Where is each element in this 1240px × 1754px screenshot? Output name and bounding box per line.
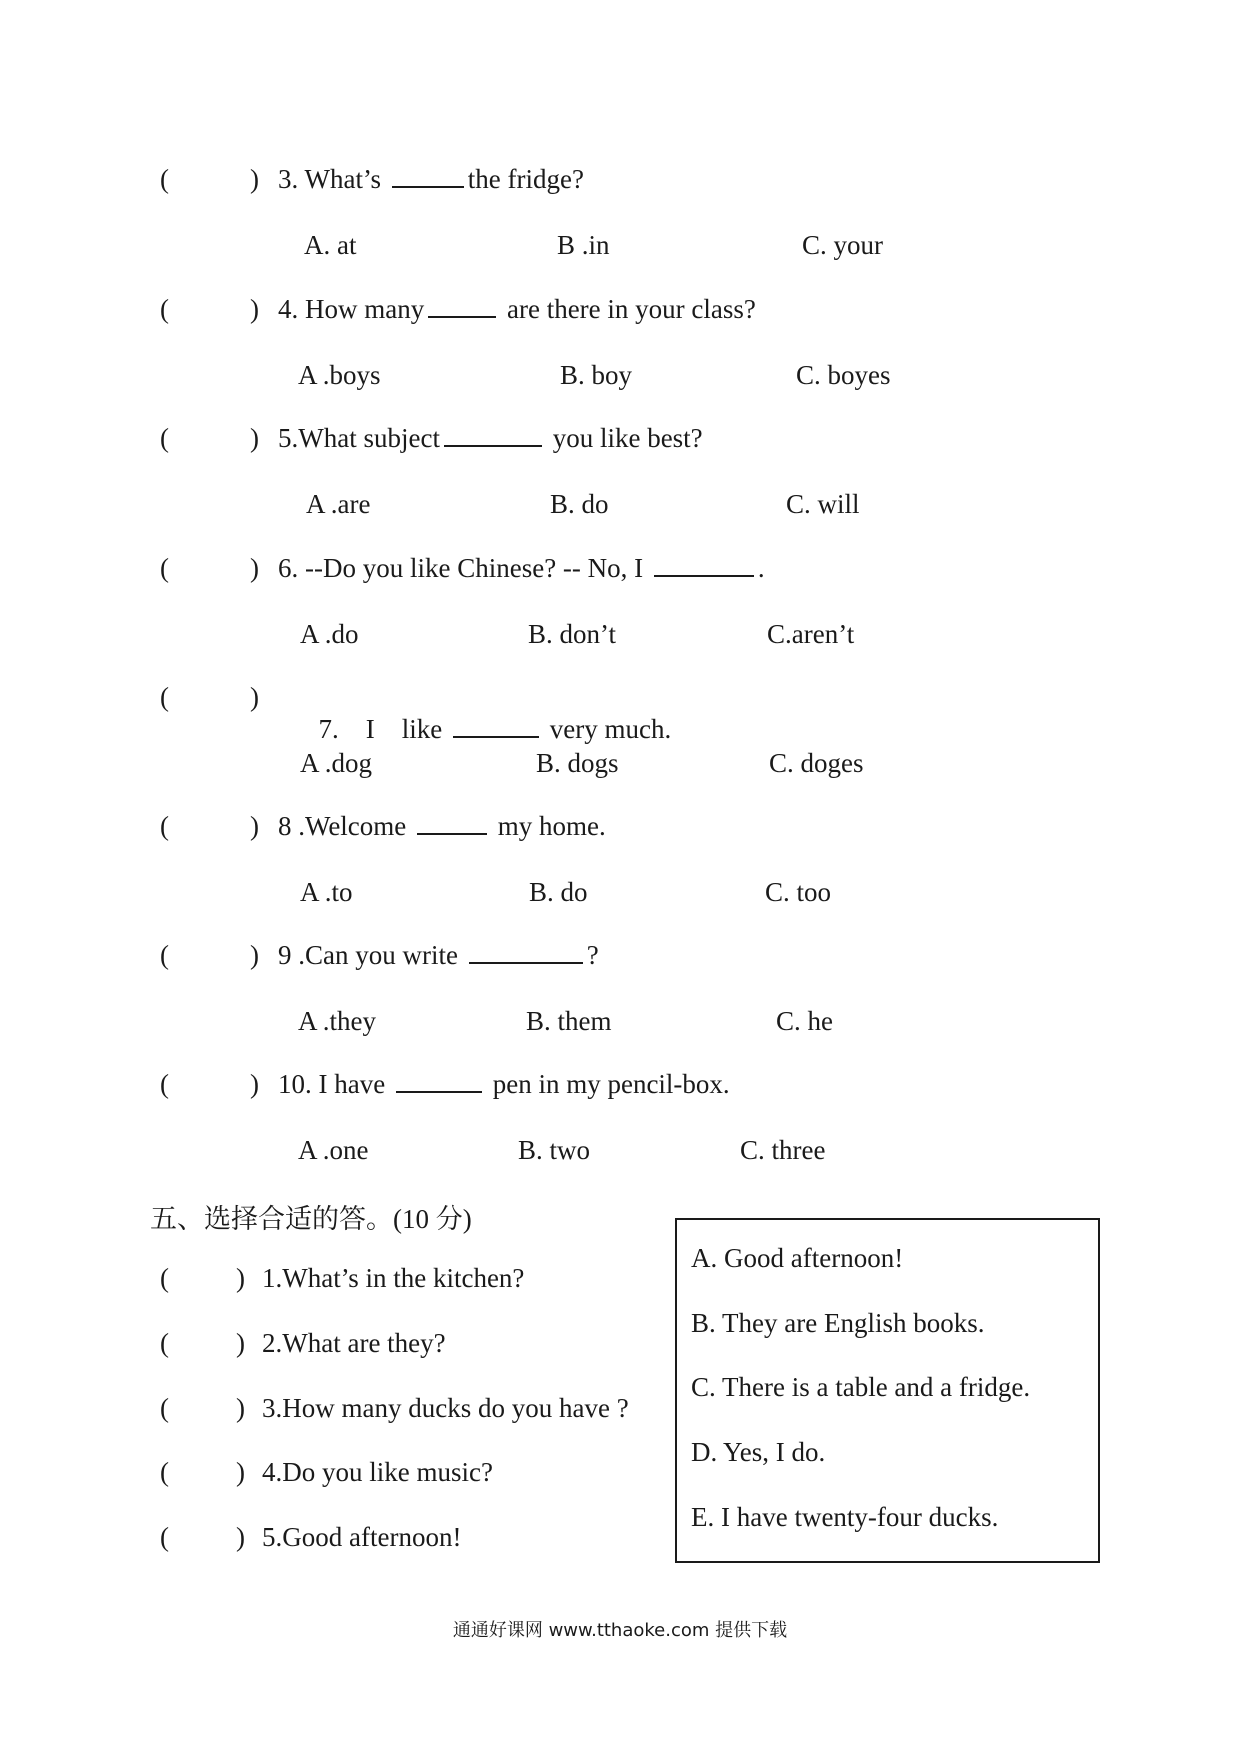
option-b: B. don’t (528, 619, 617, 649)
paren-close: ) (236, 1328, 245, 1358)
paren-open: ( (160, 553, 169, 583)
paren-close: ) (250, 811, 259, 841)
answer-options-box (675, 1218, 1100, 1563)
option-b: B .in (557, 230, 610, 260)
question-text: 3. What’s the fridge? (278, 164, 584, 194)
option-b: B. them (526, 1006, 612, 1036)
paren-close: ) (236, 1522, 245, 1552)
question-text: 4. How many are there in your class? (278, 294, 756, 324)
option-c: C. doges (769, 748, 864, 778)
option-a: A .to (300, 877, 353, 907)
answer-blank[interactable] (453, 714, 539, 738)
paren-close: ) (250, 423, 259, 453)
matching-question-text: 1.What’s in the kitchen? (262, 1263, 525, 1293)
option-b: B. do (529, 877, 588, 907)
matching-question-text: 5.Good afternoon! (262, 1522, 462, 1552)
answer-blank[interactable] (417, 811, 487, 835)
question-text: 10. I have pen in my pencil-box. (278, 1069, 730, 1099)
option-a: A .boys (298, 360, 381, 390)
paren-close: ) (250, 940, 259, 970)
paren-open: ( (160, 1069, 169, 1099)
option-a: A .they (298, 1006, 376, 1036)
question-text: 8 .Welcome my home. (278, 811, 606, 841)
paren-open: ( (160, 940, 169, 970)
paren-close: ) (250, 294, 259, 324)
answer-option-c: C. There is a table and a fridge. (691, 1372, 1031, 1402)
option-a: A .do (300, 619, 359, 649)
option-b: B. do (550, 489, 609, 519)
paren-open: ( (160, 1393, 169, 1423)
matching-question-text: 3.How many ducks do you have ? (262, 1393, 629, 1423)
option-a: A .are (306, 489, 371, 519)
section-5-title: 五、选择合适的答。(10 分) (150, 1204, 472, 1234)
option-c: C. he (776, 1006, 833, 1036)
option-c: C. too (765, 877, 832, 907)
option-a: A .dog (300, 748, 373, 778)
answer-blank[interactable] (469, 940, 583, 964)
answer-option-b: B. They are English books. (691, 1308, 985, 1338)
paren-close: ) (236, 1263, 245, 1293)
paren-open: ( (160, 1263, 169, 1293)
option-a: A .one (298, 1135, 369, 1165)
answer-option-a: A. Good afternoon! (691, 1243, 904, 1273)
answer-blank[interactable] (392, 164, 464, 188)
paren-close: ) (250, 1069, 259, 1099)
paren-close: ) (250, 164, 259, 194)
paren-open: ( (160, 1457, 169, 1487)
paren-open: ( (160, 294, 169, 324)
answer-option-d: D. Yes, I do. (691, 1437, 826, 1467)
option-c: C. will (786, 489, 860, 519)
answer-blank[interactable] (444, 423, 542, 447)
option-c: C.aren’t (767, 619, 855, 649)
paren-close: ) (236, 1457, 245, 1487)
matching-question-text: 4.Do you like music? (262, 1457, 493, 1487)
option-c: C. boyes (796, 360, 891, 390)
paren-close: ) (250, 553, 259, 583)
paren-open: ( (160, 682, 169, 712)
answer-blank[interactable] (428, 294, 496, 318)
option-b: B. two (518, 1135, 591, 1165)
question-text: 9 .Can you write ? (278, 940, 599, 970)
paren-open: ( (160, 1328, 169, 1358)
paren-open: ( (160, 423, 169, 453)
paren-close: ) (236, 1393, 245, 1423)
paren-open: ( (160, 811, 169, 841)
option-b: B. dogs (536, 748, 619, 778)
question-text: 6. --Do you like Chinese? -- No, I . (278, 553, 765, 583)
option-c: C. three (740, 1135, 826, 1165)
paren-open: ( (160, 1522, 169, 1552)
answer-blank[interactable] (396, 1069, 482, 1093)
question-text: 7. I like very much. (318, 714, 672, 744)
paren-open: ( (160, 164, 169, 194)
option-c: C. your (802, 230, 883, 260)
footer-credit: 通通好课网 www.tthaoke.com 提供下载 (452, 1620, 788, 1641)
option-a: A. at (304, 230, 357, 260)
answer-option-e: E. I have twenty-four ducks. (691, 1502, 999, 1532)
option-b: B. boy (560, 360, 633, 390)
question-text: 5.What subject you like best? (278, 423, 703, 453)
answer-blank[interactable] (654, 553, 754, 577)
matching-question-text: 2.What are they? (262, 1328, 446, 1358)
paren-close: ) (250, 682, 259, 712)
